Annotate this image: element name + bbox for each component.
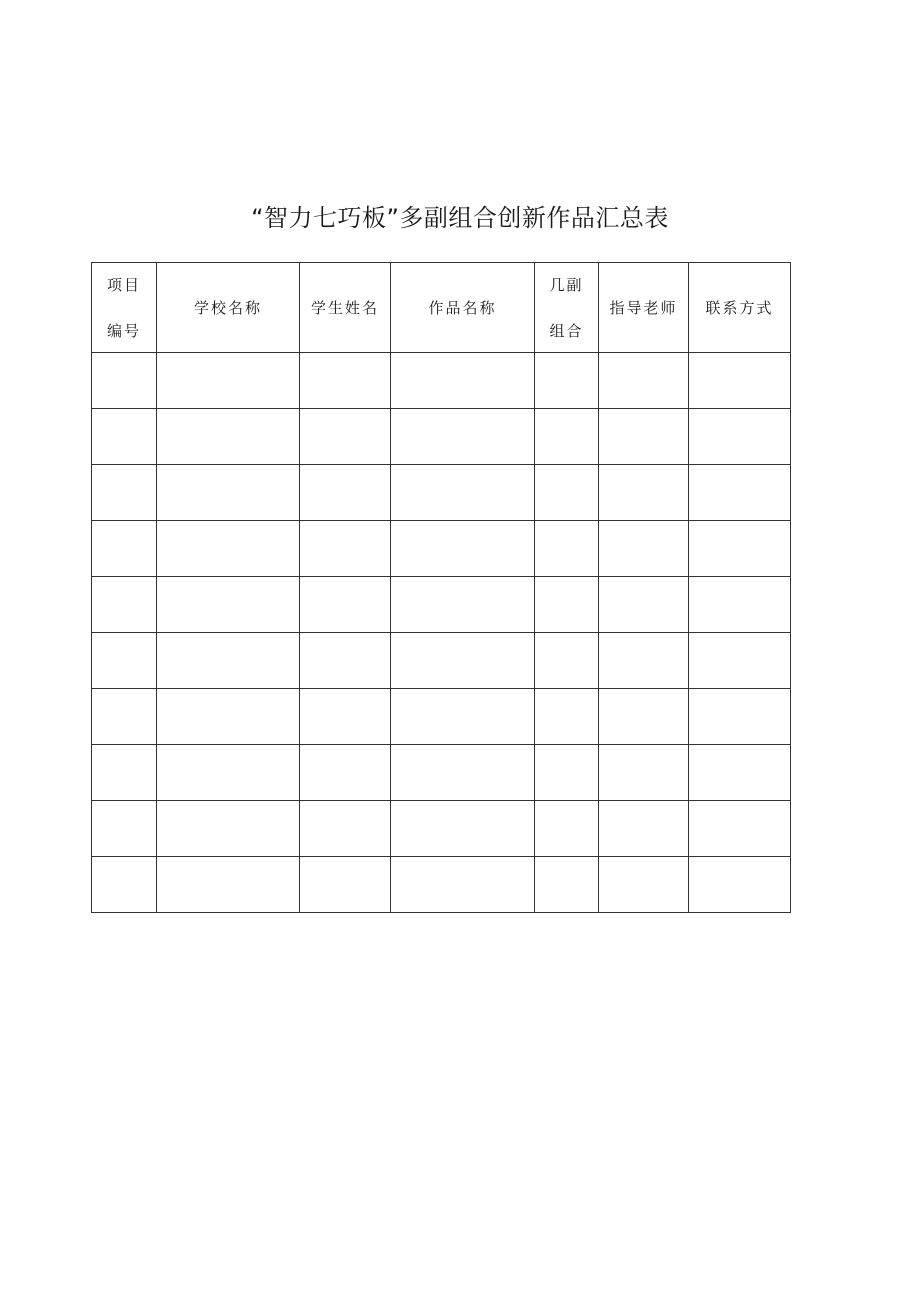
- table-cell[interactable]: [599, 465, 689, 521]
- table-cell[interactable]: [157, 521, 300, 577]
- table-cell[interactable]: [157, 857, 300, 913]
- table-cell[interactable]: [157, 633, 300, 689]
- table-cell[interactable]: [157, 745, 300, 801]
- table-cell[interactable]: [157, 689, 300, 745]
- table-cell[interactable]: [157, 353, 300, 409]
- table-row: [92, 409, 791, 465]
- table-cell[interactable]: [689, 857, 791, 913]
- table-cell[interactable]: [92, 633, 157, 689]
- header-work-name: 作品名称: [391, 263, 535, 353]
- summary-table: [91, 262, 791, 913]
- table-cell[interactable]: [300, 409, 391, 465]
- table-body: [92, 353, 791, 913]
- table-cell[interactable]: [391, 633, 535, 689]
- table-cell[interactable]: [157, 465, 300, 521]
- table-cell[interactable]: [535, 633, 599, 689]
- table-cell[interactable]: [689, 801, 791, 857]
- table-cell[interactable]: [599, 857, 689, 913]
- header-set-count: 几副 组合: [535, 263, 599, 353]
- table-cell[interactable]: [300, 521, 391, 577]
- table-row: [92, 801, 791, 857]
- table-cell[interactable]: [391, 689, 535, 745]
- table-row: [92, 353, 791, 409]
- table-cell[interactable]: [391, 801, 535, 857]
- table-cell[interactable]: [92, 689, 157, 745]
- table-cell[interactable]: [599, 521, 689, 577]
- table-cell[interactable]: [689, 409, 791, 465]
- header-school-name: 学校名称: [157, 263, 300, 353]
- table-cell[interactable]: [535, 857, 599, 913]
- table-row: [92, 521, 791, 577]
- table-cell[interactable]: [689, 633, 791, 689]
- table-cell[interactable]: [689, 521, 791, 577]
- table-cell[interactable]: [391, 745, 535, 801]
- table-cell[interactable]: [157, 801, 300, 857]
- table-cell[interactable]: [300, 577, 391, 633]
- table-cell[interactable]: [300, 745, 391, 801]
- table-row: [92, 465, 791, 521]
- table-row: [92, 745, 791, 801]
- header-contact: 联系方式: [689, 263, 791, 353]
- table-cell[interactable]: [391, 521, 535, 577]
- table-cell[interactable]: [599, 633, 689, 689]
- table-cell[interactable]: [92, 857, 157, 913]
- table-cell[interactable]: [92, 577, 157, 633]
- table-cell[interactable]: [689, 353, 791, 409]
- table-cell[interactable]: [535, 801, 599, 857]
- table-cell[interactable]: [599, 801, 689, 857]
- table-cell[interactable]: [535, 353, 599, 409]
- table-cell[interactable]: [599, 409, 689, 465]
- header-student-name: 学生姓名: [300, 263, 391, 353]
- table-cell[interactable]: [300, 857, 391, 913]
- table-cell[interactable]: [391, 409, 535, 465]
- table-cell[interactable]: [689, 745, 791, 801]
- table-cell[interactable]: [599, 577, 689, 633]
- table-cell[interactable]: [535, 577, 599, 633]
- table-cell[interactable]: [689, 689, 791, 745]
- table-cell[interactable]: [391, 465, 535, 521]
- table-cell[interactable]: [157, 409, 300, 465]
- table-cell[interactable]: [535, 521, 599, 577]
- table-cell[interactable]: [92, 521, 157, 577]
- header-instructor: 指导老师: [599, 263, 689, 353]
- table-row: [92, 633, 791, 689]
- table-cell[interactable]: [689, 577, 791, 633]
- table-cell[interactable]: [599, 689, 689, 745]
- table-cell[interactable]: [599, 745, 689, 801]
- table-cell[interactable]: [689, 465, 791, 521]
- table-cell[interactable]: [92, 465, 157, 521]
- table-cell[interactable]: [391, 353, 535, 409]
- table-cell[interactable]: [599, 353, 689, 409]
- table-cell[interactable]: [535, 465, 599, 521]
- table-row: [92, 857, 791, 913]
- page-title: “智力七巧板”多副组合创新作品汇总表: [251, 204, 669, 232]
- table-header-row: [92, 263, 791, 353]
- table-cell[interactable]: [300, 465, 391, 521]
- table-cell[interactable]: [92, 353, 157, 409]
- table-cell[interactable]: [535, 689, 599, 745]
- table-cell[interactable]: [535, 409, 599, 465]
- table-cell[interactable]: [92, 801, 157, 857]
- table-cell[interactable]: [300, 353, 391, 409]
- table-row: [92, 577, 791, 633]
- table-cell[interactable]: [391, 857, 535, 913]
- table-row: [92, 689, 791, 745]
- table-cell[interactable]: [300, 689, 391, 745]
- table-cell[interactable]: [300, 801, 391, 857]
- header-item-number: 项目 编号: [92, 263, 157, 353]
- table-cell[interactable]: [92, 409, 157, 465]
- table-cell[interactable]: [300, 633, 391, 689]
- table-cell[interactable]: [92, 745, 157, 801]
- table-cell[interactable]: [157, 577, 300, 633]
- table-cell[interactable]: [391, 577, 535, 633]
- table-cell[interactable]: [535, 745, 599, 801]
